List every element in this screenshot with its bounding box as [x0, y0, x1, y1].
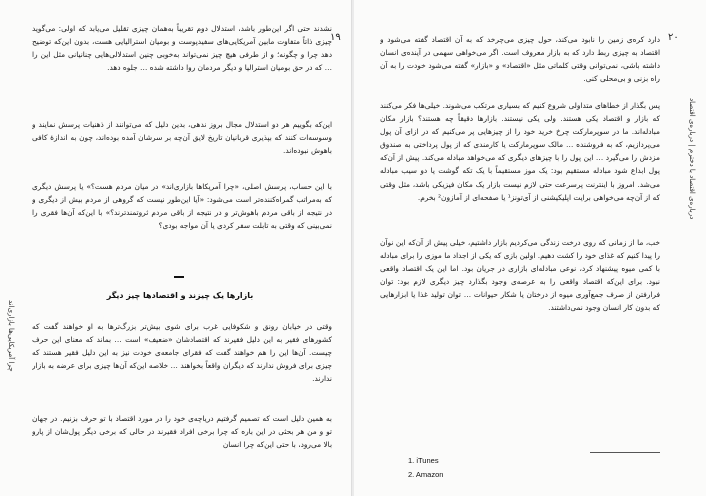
footnote-divider [590, 452, 660, 453]
running-head: چرا آمریکایی‌ها بازاری‌اند [7, 300, 15, 372]
section-heading: بازارها یک چیزند و اقتصادها چیز دیگر [106, 291, 254, 300]
section-divider [174, 276, 184, 278]
paragraph: نشدند حتی اگر این‌طور باشد، استدلال دوم تقریباً به‌همان چیزی تقلیل می‌یابد که اولی: می‌گوید چیزی ذاتاً متفاوت مابین آمریکایی‌های سفیدپوست و بومیان استرالیایی هست، بدون این‌که توضیح دهد چرا و چگونه؛ و از طرفی هیچ چیز نمی‌تواند به‌خوبی چنین استدلالی‌هایی چنانیانی مثل این را … که در حق بومیان استرالیا و دیگر مردمان روا داشته شده … جلوه دهد. [32, 24, 332, 73]
running-head: درباره‌ی اقتصاد با دخترم | درباره‌ی اقتصاد [688, 98, 696, 220]
footnote: 1. iTunes [408, 456, 439, 465]
paragraph: وقتی در خیابان رونق و شکوفایی غرب برای شوی بیش‌تر بزرگ‌ترها به او خواهند گفت که کشورهای فقیر به این دلیل فقیرند که اقتصادشان «ضعیف» است … بماند که معنای این حرف چیست. آن‌ها این را هم خواهند گفت که فقرای جامعه‌ی خودت نیز به این دلیل فقیر هستند که چیزی برای فروش ندارند که دیگران واقعاً بخواهند … خلاصه این‌که آن‌ها چیزی برای عرضه به بازار ندارند. [32, 322, 332, 384]
page-number: ۲۰ [668, 32, 679, 43]
paragraph: به همین دلیل است که تصمیم گرفتیم دریاچه‌ی خود را در مورد اقتصاد با تو حرف بزنیم. در جهان تو و من هر بحثی در این باره که چرا برخی افراد فقیرند در حالی که برخی دیگر پول‌شان از پارو بالا می‌رود، با حتی این‌که چرا انسان [32, 414, 332, 450]
paragraph: با این حساب، پرسش اصلی، «چرا آمریکاها بازاری‌اند» در میان مردم هست؟» یا پرسش دیگری که به‌مراتب گمراه‌کننده‌تر است می‌شود: «آیا این‌طور نیست که گروهی از مردم بیش از دیگری و در نتیجه از باقی مردم باهوش‌تر و در نتیجه از باقی مردم ثروتمندترند؟» با این‌که آن‌ها فقری را نمی‌بینی که وقتی به تابلت سفر کردی یا آن مواجه بودی؟ [32, 182, 332, 231]
footnote: 2. Amazon [408, 470, 444, 479]
paragraph: خب، ما از زمانی که روی درخت زندگی می‌کردیم بازار داشتیم، خیلی پیش از آن‌که این نوآن را پیدا کنیم که غذای خود را کشت دهیم. اولین بازی که یکی از اجداد ما موزی را برای مبادله با کمی میوه پیشنهاد کرد، نوعی مبادله‌ای بازاری در جریان بود. اما این یک اقتصاد واقعی نبود. برای این‌که اقتصاد واقعی را به عرصه‌ی وجود بگذارد چیز دیگری لازم بود: توان فرارفتن از صرف جمع‌آوری میوه از درختان یا شکار حیوانات … توان تولید غذا یا ابزارهایی که بدون کار انسان وجود نمی‌داشتند. [380, 238, 660, 313]
paragraph: این‌که بگوییم هر دو استدلال مجال بروز ندهی، بدین دلیل که می‌توانند از ذهنیات پرسش نمایند و وسوسه‌ات کنند که بپذیری قربانیان تاریخ لایق آن‌چه بر سرشان آمده بوده‌اند، چون به اندازهٔ کافی باهوش نبوده‌اند. [32, 120, 332, 156]
paragraph: دارد کره‌ی زمین را نابود می‌کند، حول چیزی می‌چرخد که به آن اقتصاد گفته می‌شود و اقتصاد به چیزی ربط دارد که به بازار معروف است. اگر می‌خواهی سهمی در آینده‌ی انسان داشته باشی، نمی‌توانی وقتی کلماتی مثل «اقتصاد» و «بازار» گفته می‌شود خودت را به آن راه بزنی و بی‌محلی کنی. [380, 35, 660, 84]
paragraph: پس بگذار از خطاهای متداولی شروع کنیم که بسیاری مرتکب می‌شوند. خیلی‌ها فکر می‌کنند که بازار و اقتصاد یکی هستند. ولی یکی نیستند. بازارها دقیقاً چه هستند؟ بازار مکان مبادله‌اند. ما در سوپرمارکت چرخ خرید خود را از چیزهایی پر می‌کنیم که در ازای آن پول می‌پردازیم، که به فروشنده … مالک سوپرمارکت یا کارمندی که از پول پرداختی به صندوق مزدش را می‌گیرد … این پول را با چیزهای دیگری که می‌خواهد مبادله می‌کند. پیش از آن‌که پول ابداع شود مبادله مستقیم بود: یک موز مستقیماً با یک تکه گوشت یا دو سیب مبادله می‌شد. امروز با اینترنت پرسرعت حتی لازم نیست بازار یک مکان فیزیکی باشد، مثل وقتی که از آن‌چه می‌خواهی برایت اپلیکیشنی از آی‌تونز¹ یا صفحه‌ای از آمازون² بخرم. [380, 101, 660, 202]
left-page [0, 0, 352, 496]
page-number: ۱۹ [330, 32, 341, 43]
